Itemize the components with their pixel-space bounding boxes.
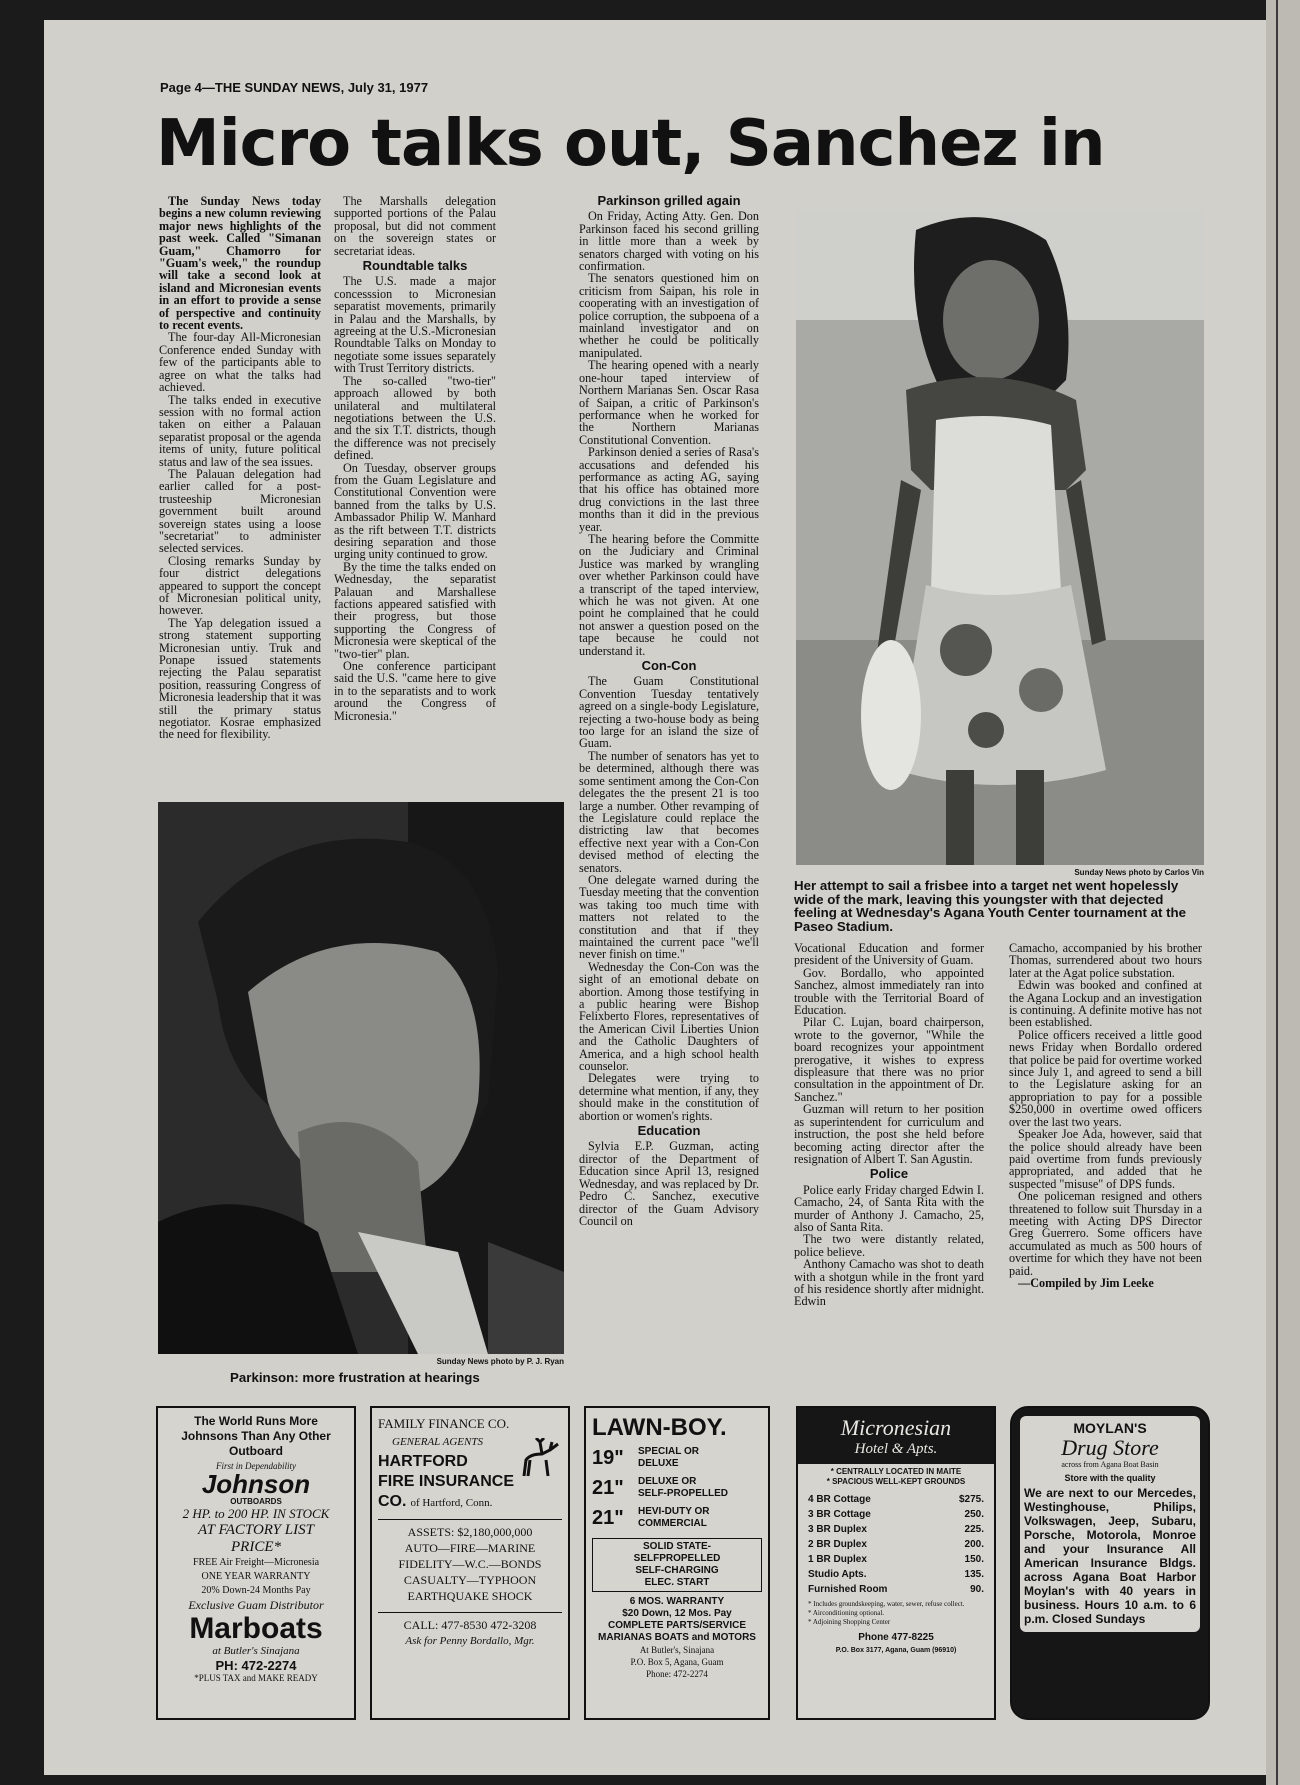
lawn-boy-ad (584, 1406, 770, 1720)
column-3 (579, 195, 759, 1405)
ad-text: At Butler's, Sinajana (639, 1645, 715, 1655)
ad-text: MARIANAS BOATS and MOTORS (598, 1632, 756, 1643)
rate-unit: Furnished Room (808, 1584, 888, 1595)
paragraph: Anthony Camacho was shot to death with a shotgun while in the front yard of his residence shortly after midnight. Edwin (794, 1257, 984, 1309)
byline: —Compiled by Jim Leeke (1018, 1275, 1154, 1290)
ad-text: FAMILY FINANCE CO. (378, 1416, 510, 1431)
paragraph: Guzman will return to her position as superintendent for curriculum and instruction, the post she held before becoming acting director after the resignation of Albert T. San Agustin. (794, 1102, 984, 1166)
moylans-logo: MOYLAN'S Drug Store across from Agana Boat Basin Store with the quality We are next to our Mercedes, Westinghouse, Philips, Volkswagen, Jeep, Subaru, Porsche, Motorola, Monroe and your Insurance All American Insurance Bldgs. across Agana Boat Harbor Moylan's with 40 years in business. Hours 10 a.m. to 6 p.m. Closed Sundays (1020, 1416, 1200, 1632)
rate-unit: Studio Apts. (808, 1569, 867, 1580)
rate-price: 150. (964, 1554, 984, 1565)
paragraph: On Tuesday, observer groups from the Guam Legislature and Constitutional Convention were banned from the talks by U.S. Ambassador Philip W. Manhard as the rift between T.T. districts desiring separation and those urging unity continued to grow. (334, 460, 496, 562)
rate-unit: 3 BR Duplex (808, 1524, 867, 1535)
paragraph: Delegates were trying to determine what mention, if any, they should make in the constitution of abortion or women's rights. (579, 1071, 759, 1123)
rate-row (808, 1567, 984, 1582)
ad-text: HARTFORD (378, 1453, 468, 1470)
ad-text: Phone 477-8225 (858, 1632, 934, 1643)
stag-icon (516, 1438, 562, 1478)
rate-row (808, 1507, 984, 1522)
paragraph: The Palauan delegation had earlier called for a post-trusteeship Micronesian government built around sovereign states using a loose "secretariat" to administer selected services. (159, 466, 321, 556)
ad-text: EARTHQUAKE SHOCK (407, 1589, 533, 1603)
subhead-parkinson: Parkinson grilled again (597, 195, 741, 208)
rate-price: $275. (958, 1494, 984, 1505)
paragraph: The so-called "two-tier" approach allowed by both unilateral and multilateral negotiations between the U.S. and the six T.T. districts, though the difference was not precisely defined. (334, 373, 496, 463)
headline: Micro talks out, Sanchez in (156, 107, 1105, 181)
paragraph: Police officers received a little good news Friday when Bordallo ordered that police be paid for overtime worked since July 1, and agreed to send a bill to the Legislature asking for an appropriation to pay for a possible $250,000 in overtime owed officers over the last two years. (1009, 1027, 1202, 1129)
paragraph: One conference participant said the U.S. "came here to give in to the separatists and to work around the Congress of Micronesia." (334, 659, 496, 723)
ad-text: Ask for Penny Bordallo, Mgr. (405, 1635, 535, 1647)
paragraph: Wednesday the Con-Con was the sight of an emotional debate on abortion. Among those testifying in a public hearing were Bishop Felixberto Flores, representatives of the American Civil Liberties Union and the Catholic Daughters of America, and a high school health counselor. (579, 959, 759, 1074)
rate-unit: 2 BR Duplex (808, 1539, 867, 1550)
paragraph: The hearing opened with a nearly one-hour taped interview of Northern Marianas Sen. Oscar Rasa of Saipan, a critic of Parkinson's performance when he worked for the Northern Marianas Constitutional Convention. (579, 358, 759, 447)
moylans-drug-store-ad (1010, 1406, 1210, 1720)
micronesian-hotel-ad (796, 1406, 996, 1720)
parkinson-photo (158, 802, 564, 1354)
photo-credit: Sunday News photo by Carlos Vin (1074, 868, 1204, 877)
ad-text: P.O. Box 3177, Agana, Guam (96910) (835, 1647, 957, 1654)
hartford-insurance-ad (370, 1406, 570, 1720)
paragraph: Sylvia E.P. Guzman, acting director of the Department of Education since April 13, resigned Wednesday, and was replaced by Dr. Pedro C. Sanchez, executive director of the Guam Advisory Council on (579, 1139, 759, 1228)
paragraph: One policeman resigned and others threatened to follow suit Thursday in a meeting with Acting DPS Director Greg Guerrero. Some officers have accumulated as much as 500 hours of overtime for which they have not been paid. (1009, 1189, 1202, 1278)
ad-text: Johnsons Than Any Other (181, 1429, 331, 1443)
paragraph: The Guam Constitutional Convention Tuesday tentatively agreed on a single-body Legislature, rejecting a two-house body as being too large for an island the size of Guam. (579, 674, 759, 751)
ad-text: First in Dependability (216, 1461, 296, 1471)
paragraph: Speaker Joe Ada, however, said that the police should already have been paid overtime from funds previously appropriated, and added that he suspected "misuse" of DPS funds. (1009, 1127, 1202, 1191)
subhead-education: Education (637, 1123, 701, 1139)
photo-caption: Parkinson: more frustration at hearings (230, 1370, 480, 1385)
rate-row (808, 1537, 984, 1552)
size-row: 19" SPECIAL OR DELUXE (592, 1446, 699, 1469)
ad-text: AUTO—FIRE—MARINE (404, 1541, 536, 1555)
adjacent-page-edge (1266, 0, 1300, 1785)
feature-box: SOLID STATE- SELFPROPELLED SELF-CHARGING ELEC. START (592, 1538, 762, 1592)
ad-text: PRICE* (231, 1539, 281, 1555)
paragraph: Gov. Bordallo, who appointed Sanchez, almost immediately ran into trouble with the Territorial Board of Education. (794, 965, 984, 1018)
paragraph: Police early Friday charged Edwin I. Camacho, 24, of Santa Rita with the murder of Anthony J. Camacho, 25, also of Santa Rita. (794, 1182, 984, 1234)
ad-text: FIDELITY—W.C.—BONDS (398, 1557, 542, 1571)
ad-text: CO. of Hartford, Conn. (378, 1493, 493, 1510)
paragraph: Parkinson denied a series of Rasa's accusations and defended his performance as acting AG, saying that his office has obtained more drug convictions in the last three months than it did in the previous year. (579, 445, 759, 534)
paragraph: By the time the talks ended on Wednesday, the separatist Palauan and Marshallese factions appeared satisfied with their progress, but those supporting the Congress of Micronesia were skeptical of the "two-tier" plan. (334, 559, 496, 661)
girl-frisbee-photo (796, 210, 1204, 865)
ad-text: PH: 472-2274 (215, 1658, 297, 1673)
newspaper-page (44, 20, 1266, 1775)
photo-credit: Sunday News photo by P. J. Ryan (436, 1357, 564, 1366)
ad-text: * Includes groundskeeping, water, sewer, refuse collect. (808, 1600, 965, 1608)
paragraph: Pilar C. Lujan, board chairperson, wrote to the governor, "While the board recognizes your appointment prerogative, it wishes to express displeasure that there was no prior consultation in the appointment of Dr. Sanchez." (794, 1015, 984, 1104)
paragraph: One delegate warned during the Tuesday meeting that the convention was taking too much time with matters not related to the constitution and that if they maintained the current pace "we'll never finish on time." (579, 872, 759, 962)
rate-unit: 3 BR Cottage (808, 1509, 871, 1520)
ad-text: FIRE INSURANCE (378, 1473, 515, 1490)
column-4 (794, 942, 984, 1405)
ad-text: P.O. Box 5, Agana, Guam (630, 1657, 724, 1667)
paragraph: The senators questioned him on criticism from Saipan, his role in cooperating with an investigation of police corruption, the subpoena of a mainland investigator and on whether he could be politically manipulated. (579, 271, 759, 360)
subhead-con-con: Con-Con (641, 658, 697, 674)
paragraph: The U.S. made a major concesssion to Micronesian separatist movements, primarily in Palau and the Marshalls, by agreeing at the U.S.-Micronesian Roundtable Talks on Monday to negotiate some issues separately with Trust Territory districts. (334, 274, 496, 376)
ad-text: Exclusive Guam Distributor (188, 1598, 324, 1612)
ad-text: ASSETS: $2,180,000,000 (378, 1519, 562, 1540)
paragraph: The four-day All-Micronesian Conference ended Sunday with few of the participants able to agree on what the talks had achieved. (159, 330, 321, 395)
paragraph: On Friday, Acting Atty. Gen. Don Parkinson faced his second grilling in little more than a week by senators charged with voting on his confirmation. (579, 209, 759, 274)
ad-text: AT FACTORY LIST (198, 1522, 314, 1538)
intro-paragraph: The Sunday News today begins a new column reviewing major news highlights of the past week. Called "Simanan Guam," Chamorro for "Guam's week," the roundup will take a second look at island and Micronesian events in an effort to provide a sense of perspective and continuity to recent events. (159, 195, 321, 333)
rate-unit: 1 BR Duplex (808, 1554, 867, 1565)
rate-price: 90. (970, 1584, 984, 1595)
ad-text: $20 Down, 12 Mos. Pay (622, 1608, 732, 1619)
subhead-police: Police (869, 1166, 909, 1182)
rate-row (808, 1582, 984, 1597)
ad-text: at Butler's Sinajana (212, 1645, 300, 1657)
ad-text: COMPLETE PARTS/SERVICE (608, 1620, 746, 1631)
rate-price: 135. (964, 1569, 984, 1580)
paragraph: The number of senators has yet to be determined, although there was some sentiment among the Con-Con delegates the the present 21 is too large a number. Other revamping of the Legislature could replace the districting law that becomes effective next year with a Con-Con devised method of electing the senators. (579, 748, 759, 875)
paragraph: The hearing before the Committe on the Judiciary and Criminal Justice was marked by wrangling over whether Parkinson could have a transcript of the taped interview, which he was not given. At one point he complained that he could not answer a question posed on the tape because he could not understand it. (579, 531, 759, 658)
paragraph: Camacho, accompanied by his brother Thomas, surrendered about two hours later at the Agat police substation. (1009, 942, 1202, 980)
ad-text: ONE YEAR WARRANTY (201, 1571, 311, 1582)
ad-text: Phone: 472-2274 (646, 1669, 708, 1679)
rate-price: 200. (964, 1539, 984, 1550)
paragraph: Closing remarks Sunday by four district delegations appeared to support the concept of Micronesian political unity, however. (159, 553, 321, 618)
rate-list (808, 1492, 984, 1597)
ad-text: FREE Air Freight—Micronesia (192, 1557, 320, 1568)
ad-text: 20% Down-24 Months Pay (201, 1585, 311, 1596)
paragraph: The talks ended in executive session with no formal action taken on either a Palauan separatist proposal or the agenda items of unity, future political status and law of the sea issues. (159, 392, 321, 469)
size-row: 21" HEVI-DUTY OR COMMERCIAL (592, 1506, 710, 1529)
ad-text: CASUALTY—TYPHOON (403, 1573, 537, 1587)
marboats-ad (156, 1406, 356, 1720)
rate-row (808, 1522, 984, 1537)
ad-text: * SPACIOUS WELL-KEPT GROUNDS (826, 1477, 966, 1486)
ad-text: * CENTRALLY LOCATED IN MAITE (830, 1467, 962, 1476)
ad-text: CALL: 477-8530 472-3208 (378, 1612, 562, 1633)
rate-price: 225. (964, 1524, 984, 1535)
ad-text: Outboard (229, 1444, 283, 1458)
rate-unit: 4 BR Cottage (808, 1494, 871, 1505)
ad-text: *PLUS TAX and MAKE READY (194, 1673, 318, 1683)
ad-text: * Adjoining Shopping Center (808, 1618, 891, 1626)
ad-text: * Airconditioning optional. (808, 1609, 885, 1617)
ad-text: The World Runs More (194, 1414, 318, 1428)
ad-text: 6 MOS. WARRANTY (629, 1596, 725, 1607)
paragraph: Edwin was booked and confined at the Agana Lockup and an investigation is continuing. A definite motive has not been established. (1009, 978, 1202, 1030)
subhead-roundtable: Roundtable talks (362, 258, 468, 274)
lawn-boy-logo: LAWN-BOY. (592, 1414, 727, 1441)
paragraph: The Yap delegation issued a strong statement supporting Micronesian untiy. Truk and Ponape issued statements rejecting the Palau separatist position, reassuring Congress of Micronesia leadership that it was still the primary status negotiator. Kosrae emphasized the need for flexibility. (159, 615, 321, 742)
paragraph: Vocational Education and former president of the University of Guam. (794, 942, 984, 968)
rate-row (808, 1492, 984, 1507)
column-2 (334, 195, 496, 810)
johnson-logo: Johnson (201, 1469, 311, 1499)
photo-caption: Her attempt to sail a frisbee into a target net went hopelessly wide of the mark, leaving this youngster with that dejected feeling at Wednesday's Agana Youth Center tournament at the Paseo Stadium. (794, 878, 1187, 934)
rate-row (808, 1552, 984, 1567)
marboats-logo: Marboats (189, 1612, 323, 1645)
size-row: 21" DELUXE OR SELF-PROPELLED (592, 1476, 729, 1499)
ad-text: 2 HP. to 200 HP. IN STOCK (182, 1506, 330, 1521)
paragraph: The two were distantly related, police believe. (794, 1232, 984, 1259)
page-folio: Page 4—THE SUNDAY NEWS, July 31, 1977 (160, 80, 429, 95)
ad-text: GENERAL AGENTS (392, 1436, 483, 1448)
column-1 (159, 195, 321, 810)
ad-text: OUTBOARDS (230, 1497, 282, 1506)
column-5 (1009, 942, 1202, 1405)
rate-price: 250. (964, 1509, 984, 1520)
paragraph: The Marshalls delegation supported portions of the Palau proposal, but did not comment on the sovereign states or secretariat ideas. (334, 195, 496, 258)
hotel-logo: Micronesian Hotel & Apts. (798, 1408, 994, 1464)
